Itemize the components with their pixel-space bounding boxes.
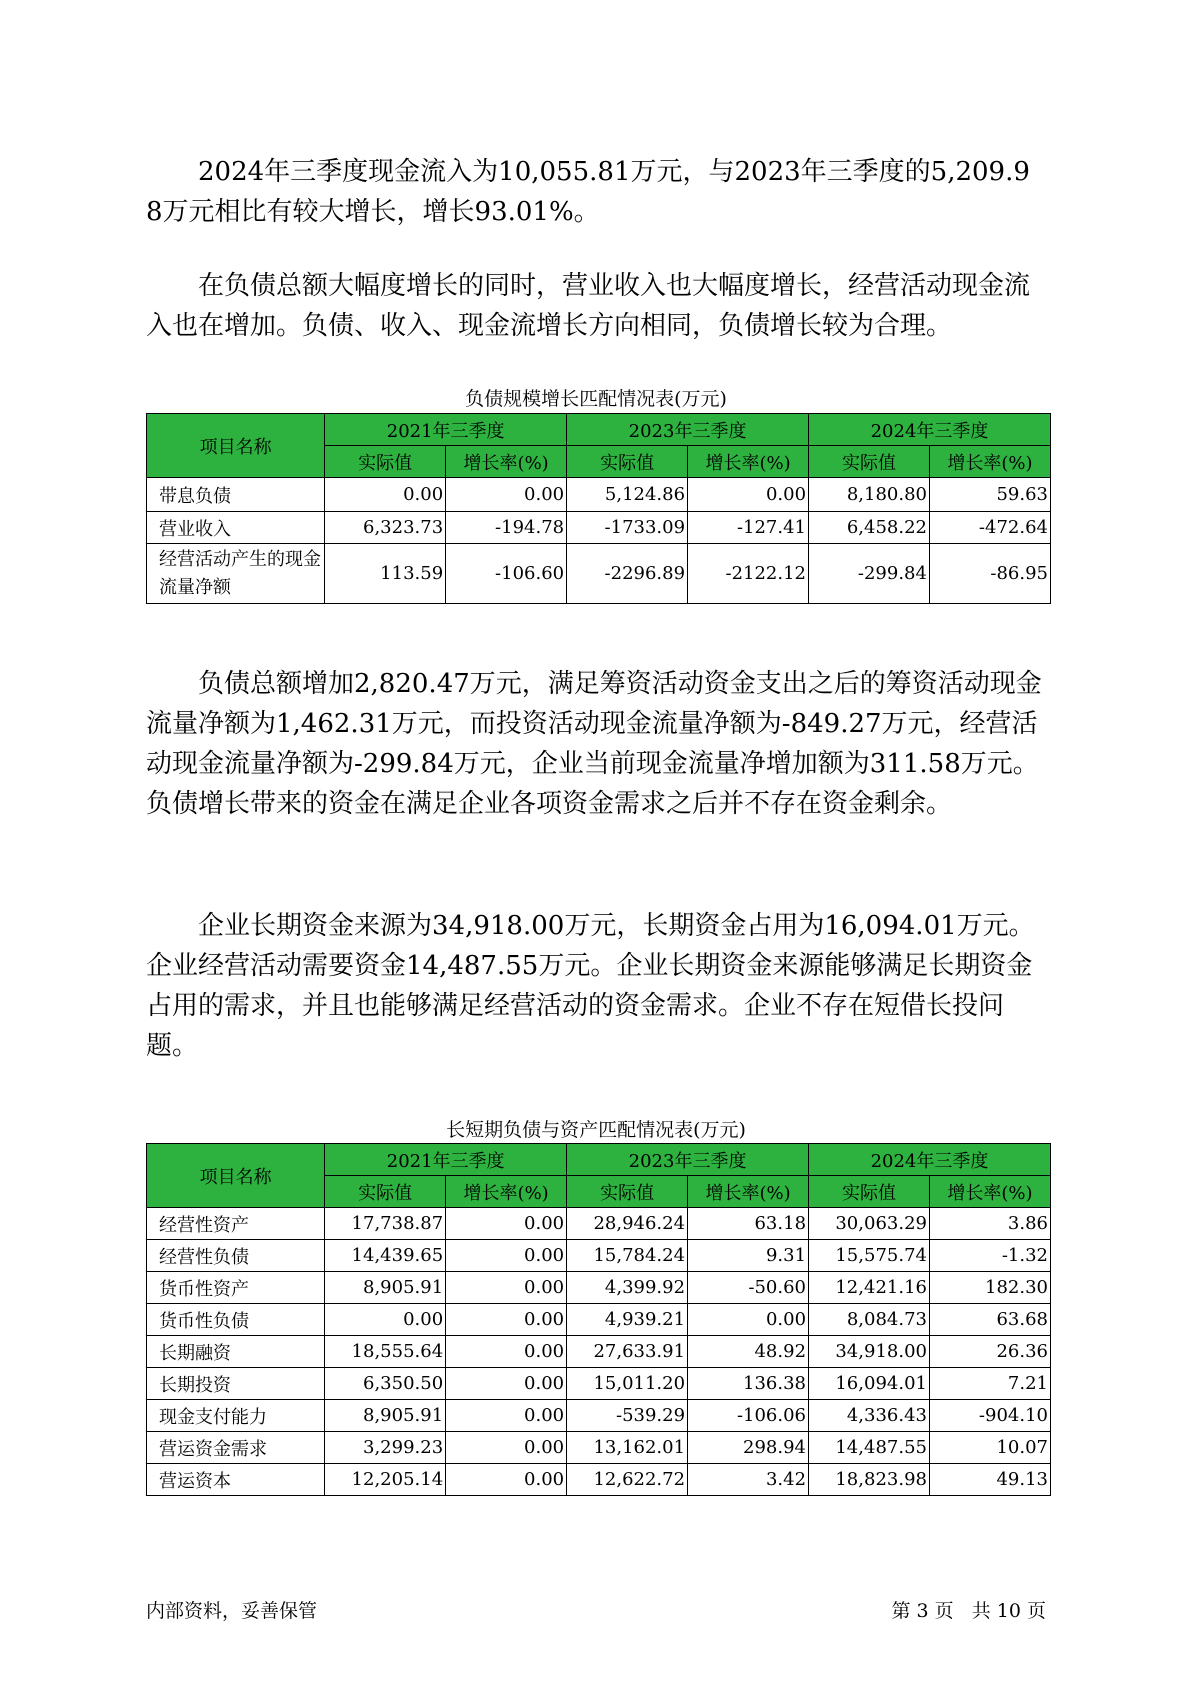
growth-rate-header: 增长率(%) <box>446 446 567 478</box>
item-name-header: 项目名称 <box>147 1144 325 1208</box>
table-cell: 0.00 <box>446 1464 567 1496</box>
period-header: 2024年三季度 <box>809 1144 1051 1176</box>
table-cell: 3.42 <box>688 1464 809 1496</box>
table-cell: -904.10 <box>929 1400 1050 1432</box>
table-cell: 13,162.01 <box>567 1432 688 1464</box>
table-cell: 17,738.87 <box>325 1208 446 1240</box>
table-cell: 49.13 <box>929 1464 1050 1496</box>
table-cell: 15,575.74 <box>809 1240 930 1272</box>
table-cell: 7.21 <box>929 1368 1050 1400</box>
table2-caption: 长短期负债与资产匹配情况表(万元) <box>446 1119 746 1141</box>
table-cell: 5,124.86 <box>567 478 688 512</box>
growth-rate-header: 增长率(%) <box>929 446 1050 478</box>
paragraph-cash-inflow: 2024年三季度现金流入为10,055.81万元，与2023年三季度的5,209.98万元相比有较大增长，增长93.01%。 <box>146 157 1030 227</box>
growth-rate-header: 增长率(%) <box>929 1176 1050 1208</box>
table-cell: 0.00 <box>325 1304 446 1336</box>
table-cell: 27,633.91 <box>567 1336 688 1368</box>
table-cell: 0.00 <box>446 1400 567 1432</box>
row-label: 营运资本 <box>147 1464 325 1496</box>
actual-value-header: 实际值 <box>567 1176 688 1208</box>
actual-value-header: 实际值 <box>809 446 930 478</box>
page-number: 第 3 页 共 10 页 <box>891 1600 1046 1622</box>
table-cell: -127.41 <box>688 512 809 544</box>
table-cell: 16,094.01 <box>809 1368 930 1400</box>
table-cell: 0.00 <box>446 1208 567 1240</box>
table-cell: 4,939.21 <box>567 1304 688 1336</box>
table-cell: -539.29 <box>567 1400 688 1432</box>
row-label: 营业收入 <box>147 512 325 544</box>
table-cell: -1733.09 <box>567 512 688 544</box>
table-cell: 113.59 <box>325 544 446 604</box>
table-cell: -86.95 <box>929 544 1050 604</box>
table-cell: 8,180.80 <box>809 478 930 512</box>
table-cell: 3,299.23 <box>325 1432 446 1464</box>
growth-rate-header: 增长率(%) <box>446 1176 567 1208</box>
table1-caption: 负债规模增长匹配情况表(万元) <box>465 388 727 410</box>
table-row <box>147 1272 1051 1304</box>
row-label: 经营活动产生的现金流量净额 <box>147 544 325 604</box>
table-cell: 3.86 <box>929 1208 1050 1240</box>
table-row <box>147 1368 1051 1400</box>
table-cell: -299.84 <box>809 544 930 604</box>
row-label: 营运资金需求 <box>147 1432 325 1464</box>
table-row <box>147 1208 1051 1240</box>
row-label: 长期融资 <box>147 1336 325 1368</box>
table-cell: 48.92 <box>688 1336 809 1368</box>
table-row <box>147 478 1051 512</box>
table-cell: 8,905.91 <box>325 1400 446 1432</box>
table-row <box>147 1400 1051 1432</box>
table-cell: 0.00 <box>446 1432 567 1464</box>
table-cell: -2296.89 <box>567 544 688 604</box>
period-header: 2023年三季度 <box>567 1144 809 1176</box>
table-cell: 14,487.55 <box>809 1432 930 1464</box>
debt-growth-table <box>146 413 1051 604</box>
period-header: 2021年三季度 <box>325 414 567 446</box>
table-cell: 9.31 <box>688 1240 809 1272</box>
table-cell: 0.00 <box>446 1336 567 1368</box>
row-label: 货币性资产 <box>147 1272 325 1304</box>
table-cell: -1.32 <box>929 1240 1050 1272</box>
actual-value-header: 实际值 <box>325 446 446 478</box>
long-short-term-table <box>146 1143 1051 1496</box>
table-row <box>147 1240 1051 1272</box>
row-label: 长期投资 <box>147 1368 325 1400</box>
table-cell: 12,421.16 <box>809 1272 930 1304</box>
table-cell: -106.06 <box>688 1400 809 1432</box>
table-cell: 12,205.14 <box>325 1464 446 1496</box>
table-cell: 0.00 <box>688 478 809 512</box>
table-cell: 0.00 <box>688 1304 809 1336</box>
table-row <box>147 1464 1051 1496</box>
table-row <box>147 1432 1051 1464</box>
table-cell: -194.78 <box>446 512 567 544</box>
table-cell: 0.00 <box>446 1272 567 1304</box>
table-cell: 63.18 <box>688 1208 809 1240</box>
table-row <box>147 544 1051 604</box>
table-cell: 14,439.65 <box>325 1240 446 1272</box>
table-row <box>147 512 1051 544</box>
actual-value-header: 实际值 <box>809 1176 930 1208</box>
item-name-header: 项目名称 <box>147 414 325 478</box>
table-cell: 59.63 <box>929 478 1050 512</box>
table-cell: 6,323.73 <box>325 512 446 544</box>
table-cell: -50.60 <box>688 1272 809 1304</box>
table-cell: -2122.12 <box>688 544 809 604</box>
table-cell: 0.00 <box>446 1240 567 1272</box>
table-cell: 34,918.00 <box>809 1336 930 1368</box>
table-cell: 8,905.91 <box>325 1272 446 1304</box>
table-cell: 0.00 <box>325 478 446 512</box>
table-cell: 4,336.43 <box>809 1400 930 1432</box>
table-cell: 136.38 <box>688 1368 809 1400</box>
table-cell: 0.00 <box>446 478 567 512</box>
table-cell: 15,784.24 <box>567 1240 688 1272</box>
paragraph-debt-total: 负债总额增加2,820.47万元，满足筹资活动资金支出之后的筹资活动现金流量净额为1,462.31万元，而投资活动现金流量净额为-849.27万元，经营活动现金流量净额为-299.84万元，企业当前现金流量净增加额为311.58万元。负债增长带来的资金在满足企业各项资金需求之后并不存在资金剩余。 <box>146 669 1042 819</box>
period-header: 2021年三季度 <box>325 1144 567 1176</box>
table-cell: 18,823.98 <box>809 1464 930 1496</box>
growth-rate-header: 增长率(%) <box>688 1176 809 1208</box>
paragraph-debt-growth: 在负债总额大幅度增长的同时，营业收入也大幅度增长，经营活动现金流入也在增加。负债、收入、现金流增长方向相同，负债增长较为合理。 <box>146 271 1031 341</box>
period-header: 2024年三季度 <box>809 414 1051 446</box>
footer-confidential-note: 内部资料，妥善保管 <box>146 1600 318 1622</box>
table-row <box>147 1304 1051 1336</box>
actual-value-header: 实际值 <box>325 1176 446 1208</box>
table-cell: 8,084.73 <box>809 1304 930 1336</box>
table-cell: 26.36 <box>929 1336 1050 1368</box>
table-row <box>147 1336 1051 1368</box>
table-cell: 4,399.92 <box>567 1272 688 1304</box>
growth-rate-header: 增长率(%) <box>688 446 809 478</box>
table-cell: 10.07 <box>929 1432 1050 1464</box>
table-cell: 28,946.24 <box>567 1208 688 1240</box>
table-cell: 30,063.29 <box>809 1208 930 1240</box>
table-cell: 0.00 <box>446 1304 567 1336</box>
row-label: 经营性资产 <box>147 1208 325 1240</box>
actual-value-header: 实际值 <box>567 446 688 478</box>
row-label: 货币性负债 <box>147 1304 325 1336</box>
table-cell: 182.30 <box>929 1272 1050 1304</box>
table-cell: 6,458.22 <box>809 512 930 544</box>
table-cell: 298.94 <box>688 1432 809 1464</box>
table-cell: -106.60 <box>446 544 567 604</box>
table-cell: 18,555.64 <box>325 1336 446 1368</box>
table-cell: 6,350.50 <box>325 1368 446 1400</box>
period-header: 2023年三季度 <box>567 414 809 446</box>
row-label: 现金支付能力 <box>147 1400 325 1432</box>
table-cell: 0.00 <box>446 1368 567 1400</box>
row-label: 带息负债 <box>147 478 325 512</box>
paragraph-long-term-funds: 企业长期资金来源为34,918.00万元，长期资金占用为16,094.01万元。企业经营活动需要资金14,487.55万元。企业长期资金来源能够满足长期资金占用的需求，并且也能够满足经营活动的资金需求。企业不存在短借长投问题。 <box>146 911 1035 1061</box>
table-cell: 63.68 <box>929 1304 1050 1336</box>
row-label: 经营性负债 <box>147 1240 325 1272</box>
table-cell: -472.64 <box>929 512 1050 544</box>
table-cell: 12,622.72 <box>567 1464 688 1496</box>
table-cell: 15,011.20 <box>567 1368 688 1400</box>
